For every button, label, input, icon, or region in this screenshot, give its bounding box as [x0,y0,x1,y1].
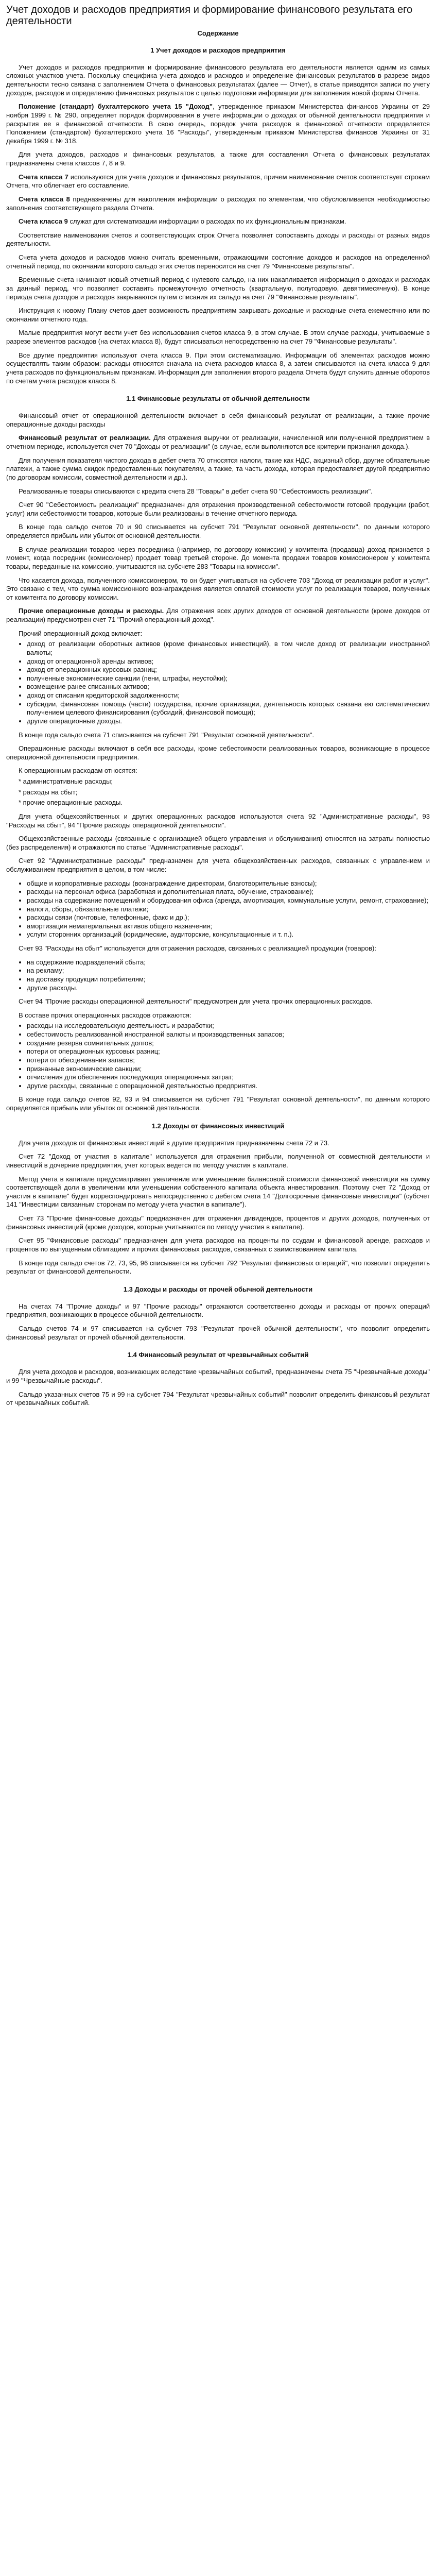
list-item: • субсидии, финансовая помощь (части) государства, прочие организации, деятельность которых связана ею систематическим получением целевого финансирования (субсидий, финансовой помощи); [27,700,430,717]
paragraph-text: Счет 94 "Прочие расходы операционной деятельности" предусмотрен для учета прочих операционных расходов. [19,997,373,1006]
list-item: • отчисления для обеспечения последующих операционных затрат; [27,1073,430,1082]
paragraph-text: Временные счета начинают новый отчетный период с нулевого сальдо, на них накапливается информация о доходах и расходах за данный период, что позволяет составить промежуточную отчетность (квартальную, полугодовую, девятимесячную). В конце периода счета доходов и расходов закрываются путем списания их сальдо на счет 79 "Финансовые результаты". [6,276,430,301]
paragraph-text: Для получения показателя чистого дохода в дебет счета 70 относятся налоги, такие как НДС, акцизный сбор, другие обязательные платежи, а также сумма скидок предоставленных покупателям, а также, та часть дохода, которая предоставляет другой предприятию (по договорам комиссии, совместной деятельности и др.). [6,456,430,481]
paragraph-text: Счет 93 "Расходы на сбыт" используется для отражения расходов, связанных с реализацией продукции (товаров): [19,944,376,953]
list-item: • расходы на исследовательскую деятельность и разработки; [27,1022,430,1030]
paragraph [6,487,430,496]
paragraph-lead: Прочие операционные доходы и расходы. [19,607,164,615]
paragraph-text: Для отражения всех других доходов от основной деятельности (кроме доходов от реализации) предусмотрен счет 71 "Прочий операционный доход". [6,607,430,624]
list-item: • на содержание подразделений сбыта; [27,958,430,967]
paragraph [6,195,430,212]
list-item: • налоги, сборы, обязательные платежи; [27,905,430,914]
paragraph-text: Счет 73 "Прочие финансовые доходы" предназначен для отражения дивидендов, процентов и других доходов, полученных от финансовых инвестиций (кроме доходов, которые учитываются по методу участия в капитале). [6,1214,430,1231]
paragraph [6,173,430,190]
paragraph-text: Счет 72 "Доход от участия в капитале" используется для отражения прибыли, полученной от совместной деятельности и инвестиций в дочерние предприятия, учет которых ведется по методу участия в капитале. [6,1153,430,1169]
paragraph [6,217,430,226]
list-item: • другие расходы. [27,984,430,993]
paragraph [6,63,430,98]
list-item: • доход от операционных курсовых разниц; [27,666,430,674]
paragraph-text: предназначены для накопления информации о расходах по элементам, что обусловливается необходимостью заполнения соответствующего раздела Отчета. [6,195,430,212]
document-body [6,46,430,1408]
paragraph [6,997,430,1006]
paragraph [6,1302,430,1319]
page-title: Учет доходов и расходов предприятия и формирование финансового результата его деятельности [6,4,413,27]
paragraph-text: Для отражения выручки от реализации, начисленной или полученной предприятием в отчетном периоде, используется счет 70 "Доходы от реализации" (в случае, если выполняются все критерии признания дохода.). [6,434,430,451]
paragraph-text: В конце года сальдо счетов 70 и 90 списывается на субсчет 791 "Результат основной деятельности", по данным которого определяется прибыль или убыток от основной деятельности. [6,523,430,540]
paragraph [6,1153,430,1170]
list-item: • услуги сторонних организаций (юридические, аудиторские, консультационные и т. п.). [27,930,430,939]
paragraph [6,1139,430,1148]
paragraph [6,103,430,145]
paragraph-text: Учет доходов и расходов предприятия и формирование финансового результата его деятельности является одним из самых сложных участков учета. Поскольку специфика учета доходов и расходов и определение финансовых результатов в разрезе видов деятельности тесно связана с заполнением Отчета о финансовых результатах (далее — Отчет), в статье приводятся записи по учету доходов, расходов и определению финансовых результатов с целью подготовки информации для заполнения новой формы Отчета. [6,63,430,97]
paragraph-text: , утвержденное приказом Министерства финансов Украины от 29 ноября 1999 г. № 290, определяет порядок формирования в учете информации о доходах от обычной деятельности предприятия и раскрытия ее в финансовой отчетности. В свою очередь, порядок учета расходов в финансовой отчетности определяется Положением (стандартом) бухгалтерского учета 16 "Расходы", утвержденным приказом Министерства финансов Украины от 31 декабря 1999 г. № 318. [6,103,430,145]
paragraph [6,1214,430,1231]
paragraph [6,788,430,797]
list-item: • признанные экономические санкции; [27,1065,430,1074]
paragraph [6,812,430,829]
paragraph-lead: Счета класса 7 [19,173,68,181]
paragraph [6,857,430,874]
paragraph-text: Для учета общехозяйственных и других операционных расходов используются счета 92 "Административные расходы", 93 "Расходы на сбыт", 94 "Прочие расходы операционной деятельности". [6,812,430,829]
paragraph [6,329,430,346]
paragraph [6,607,430,624]
paragraph-lead: Счета класса 9 [19,217,68,226]
paragraph [6,835,430,852]
bullet-list [6,879,430,939]
paragraph-text: Для учета доходов и расходов, возникающих вследствие чрезвычайных событий, предназначены счета 75 "Чрезвычайные доходы" и 99 "Чрезвычайные расходы". [6,1368,430,1384]
paragraph-text: Счет 95 "Финансовые расходы" предназначен для учета расходов на проценты по ссудам и финансовой аренде, расходов и процентов по выпущенным облигациям и прочих финансовых расходов, связанных с заимствованием капитала. [6,1236,430,1253]
bullet-list [6,640,430,725]
paragraph-text: Для учета доходов, расходов и финансовых результатов, а также для составления Отчета о финансовых результатах предназначены счета классов 7, 8 и 9. [6,150,430,167]
list-item: • амортизация нематериальных активов общего назначения; [27,922,430,931]
section-heading: 1.2 Доходы от финансовых инвестиций [151,1122,285,1130]
bullet-list [6,958,430,993]
paragraph-text: Финансовый отчет от операционной деятельности включает в себя финансовый результат от реализации, а также прочие операционные доходы расходы [6,412,430,428]
list-item: • создание резерва сомнительных долгов; [27,1039,430,1048]
paragraph [6,351,430,386]
list-item: • общие и корпоративные расходы (вознаграждение директорам, благотворительные взносы); [27,879,430,888]
paragraph-text: Счета учета доходов и расходов можно считать временными, отражающими состояние доходов и расходов на определенной отчетный период, по окончании которого сальдо этих счетов переносится на счет 79 "Финансовые результаты". [6,253,430,270]
paragraph [6,577,430,602]
paragraph [6,777,430,786]
paragraph-text: Счет 90 "Себестоимость реализации" предназначен для отражения производственной себестоимости готовой продукции (работ, услуг) или себестоимости товаров, которые были реализованы в течение отчетного периода. [6,501,430,517]
paragraph [6,744,430,761]
paragraph-lead: Положение (стандарт) бухгалтерского учета 15 "Доход" [19,103,213,111]
paragraph [6,523,430,540]
paragraph [6,546,430,571]
paragraph [6,307,430,324]
paragraph-text: Инструкция к новому Плану счетов дает возможность предприятиям закрывать доходные и расходные счета ежемесячно или по окончании отчетного года. [6,307,430,323]
list-item: • себестоимость реализованной иностранной валюты и производственных запасов; [27,1030,430,1039]
paragraph [6,630,430,638]
paragraph [6,1095,430,1112]
contents-heading: Содержание [197,29,239,37]
paragraph [6,767,430,775]
paragraph-text: Сальдо счетов 74 и 97 списывается на субсчет 793 "Результат прочей обычной деятельности", что позволит определить финансовый результат от прочей обычной деятельности. [6,1325,430,1341]
paragraph [6,731,430,740]
paragraph-text: Сальдо указанных счетов 75 и 99 на субсчет 794 "Результат чрезвычайных событий" позволит определить финансовый результат от чрезвычайных событий. [6,1390,430,1407]
paragraph [6,1368,430,1385]
paragraph-text: Прочий операционный доход включает: [19,629,143,637]
paragraph-text: Что касается дохода, полученного комиссионером, то он будет учитываться на субсчете 703 "Доход от реализации работ и услуг". Это связано с тем, что сумма комиссионного вознаграждения является оплатой стоимости услуг по реализации товаров, полученных от комитента по договору комиссии. [6,576,430,601]
paragraph-text: Малые предприятия могут вести учет без использования счетов класса 9, в этом случае. В этом случае расходы, учитываемые в разрезе элементов расходов (на счетах класса 8), будут списываться непосредственно на счет 79 "Финансовые результаты". [6,329,430,346]
paragraph [6,501,430,518]
list-item: • полученные экономические санкции (пени, штрафы, неустойки); [27,674,430,683]
paragraph [6,1236,430,1253]
paragraph [6,253,430,270]
list-item: • доход от списания кредиторской задолженности; [27,691,430,700]
paragraph [6,412,430,429]
paragraph-text: Операционные расходы включают в себя все расходы, кроме себестоимости реализованных товаров, возникающие в процессе операционной деятельности предприятия. [6,744,430,761]
section-heading: 1.4 Финансовый результат от чрезвычайных событий [127,1351,309,1359]
paragraph-text: Соответствие наименования счетов и соответствующих строк Отчета позволяет сопоставить доходы и расходы от разных видов деятельности. [6,231,430,248]
list-item: • расходы связи (почтовые, телефонные, факс и др.); [27,913,430,922]
paragraph-text: На счетах 74 "Прочие доходы" и 97 "Прочие расходы" отражаются соответственно доходы и расходы от прочих операций предприятия, возникающих в процессе обычной деятельности. [6,1302,430,1319]
paragraph-text: Реализованные товары списываются с кредита счета 28 "Товары" в дебет счета 90 "Себестоимость реализации". [19,487,373,495]
list-item: • расходы на персонал офиса (заработная и дополнительная плата, обучение, страхование); [27,888,430,896]
paragraph [6,1011,430,1020]
paragraph [6,150,430,167]
paragraph-text: В конце года сальдо счета 71 списывается на субсчет 791 "Результат основной деятельности". [19,731,315,739]
paragraph [6,1175,430,1210]
paragraph-lead: Счета класса 8 [19,195,70,203]
paragraph [6,1259,430,1276]
paragraph-text: Счет 92 "Административные расходы" предназначен для учета общехозяйственных расходов, связанных с управлением и обслуживанием предприятия в целом, в том числе: [6,857,430,874]
paragraph [6,1391,430,1408]
paragraph [6,434,430,451]
list-item: • потери от обесценивания запасов; [27,1056,430,1065]
section-heading: 1.3 Доходы и расходы от прочей обычной деятельности [123,1285,313,1293]
list-item: • другие операционные доходы. [27,717,430,726]
paragraph-text: В составе прочих операционных расходов отражаются: [19,1011,191,1019]
paragraph-text: используются для учета доходов и финансовых результатов, причем наименование счетов соответствует строкам Отчета, что облегчает его составление. [6,173,430,190]
paragraph [6,1325,430,1342]
paragraph-text: * прочие операционные расходы. [19,799,123,807]
paragraph-lead: Финансовый результат от реализации. [19,434,151,442]
paragraph [6,944,430,953]
section-heading: 1 Учет доходов и расходов предприятия [150,46,286,54]
paragraph-text: Общехозяйственные расходы (связанные с организацией общего управления и обслуживания) относятся на затраты полностью (без распределения) и отражаются по статье "Административные расходы". [6,835,430,851]
paragraph [6,799,430,807]
list-item: • на доставку продукции потребителям; [27,975,430,984]
paragraph-text: В случае реализации товаров через посредника (например, по договору комиссии) у комитента (продавца) доход признается в момент, когда посредник (комиссионер) продает товар третьей стороне. До момента продажи товаров комиссионером у комитента товары, переданные на комиссию, учитываются на субсчете 283 "Товары на комиссии". [6,545,430,570]
paragraph [6,231,430,248]
paragraph-text: * административные расходы; [19,777,113,786]
paragraph-text: Для учета доходов от финансовых инвестиций в другие предприятия предназначены счета 72 и 73. [19,1139,329,1147]
paragraph-text: Метод учета в капитале предусматривает увеличение или уменьшение балансовой стоимости финансовой инвестиции на сумму соответствующей доли в увеличении или уменьшении собственного капитала объекта инвестирования. Поэтому счет 72 "Доход от участия в капитале" будет корреспондировать непосредственно с дебетом счета 14 "Долгосрочные финансовые инвестиции" (субсчет 141 "Инвестиции связанным сторонам по методу учета участия в капитале"). [6,1175,430,1209]
bullet-list [6,1022,430,1090]
paragraph [6,276,430,301]
paragraph [6,456,430,482]
list-item: • доход от операционной аренды активов; [27,657,430,666]
list-item: • другие расходы, связанные с операционной деятельностью предприятия. [27,1082,430,1091]
paragraph-text: * расходы на сбыт; [19,788,78,796]
list-item: • возмещение ранее списанных активов; [27,683,430,691]
paragraph-text: В конце года сальдо счетов 72, 73, 95, 96 списывается на субсчет 792 "Результат финансовых операций", что позволит определить результат от финансовой деятельности. [6,1259,430,1276]
list-item: • на рекламу; [27,967,430,975]
paragraph-text: В конце года сальдо счетов 92, 93 и 94 списывается на субсчет 791 "Результат основной деятельности", по данным которого определяется прибыль или убыток от основной деятельности. [6,1095,430,1112]
section-heading: 1.1 Финансовые результаты от обычной деятельности [126,395,310,403]
list-item: • доход от реализации оборотных активов (кроме финансовых инвестиций), в том числе доход от реализации иностранной валюты; [27,640,430,657]
paragraph-text: служат для систематизации информации о расходах по их функциональным признакам. [67,217,346,226]
paragraph-text: Все другие предприятия используют счета класса 9. При этом систематизацию. Информации об элементах расходов можно осуществлять таким образом: расходы относятся сначала на счета расходов класса 8, а затем списываются на счета класса 9 для учета расходов по функциональным признакам. Информация для заполнения второго раздела Отчета будут служить данные оборотов по счетам учета расходов класса 8. [6,351,430,385]
list-item: • потери от операционных курсовых разниц; [27,1047,430,1056]
list-item: • расходы на содержание помещений и оборудования офиса (аренда, амортизация, коммунальные услуги, ремонт, страхование); [27,896,430,905]
paragraph-text: К операционным расходам относятся: [19,767,137,775]
